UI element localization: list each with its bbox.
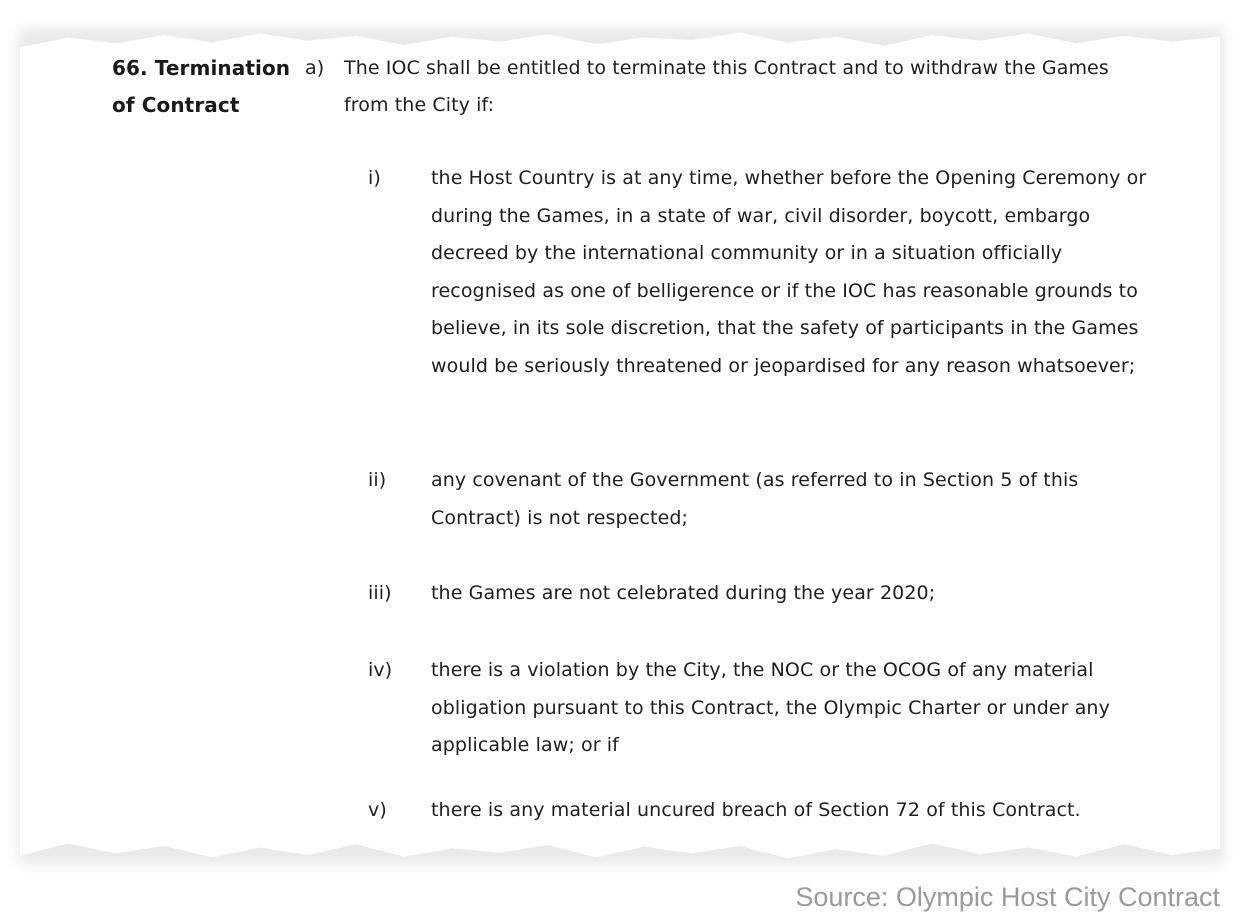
list-item-number: iv) <box>368 659 393 681</box>
list-item-number: i) <box>368 167 381 189</box>
clause-text: The IOC shall be entitled to terminate this Contract and to withdraw the Games from the City if: <box>344 57 1109 116</box>
list-item-text: there is any material uncured breach of Section 72 of this Contract. <box>431 799 1081 821</box>
list-item-text: the Games are not celebrated during the year 2020; <box>431 582 936 604</box>
list-item-number: iii) <box>368 582 392 604</box>
section-heading-line-2: of Contract <box>112 93 240 117</box>
list-item-number: ii) <box>368 469 387 491</box>
section-heading <box>112 50 292 124</box>
list-item-number: v) <box>368 799 387 821</box>
list-item-text: any covenant of the Government (as referred to in Section 5 of this Contract) is not respected; <box>431 469 1079 529</box>
source-caption: Source: Olympic Host City Contract <box>795 882 1220 912</box>
clause-label: a) <box>305 57 325 79</box>
section-heading-line-1: 66. Termination <box>112 56 291 80</box>
list-item-text: there is a violation by the City, the NOC or the OCOG of any material obligation pursuant to this Contract, the Olympic Charter or under any applicable law; or if <box>431 659 1110 756</box>
list-item-text: the Host Country is at any time, whether before the Opening Ceremony or during the Games, in a state of war, civil disorder, boycott, embargo decreed by the international community or in a situation officially recognised as one of belligerence or if the IOC has reasonable grounds to believe, in its sole discretion, that the safety of participants in the Games would be seriously threatened or jeopardised for any reason whatsoever; <box>431 167 1147 377</box>
